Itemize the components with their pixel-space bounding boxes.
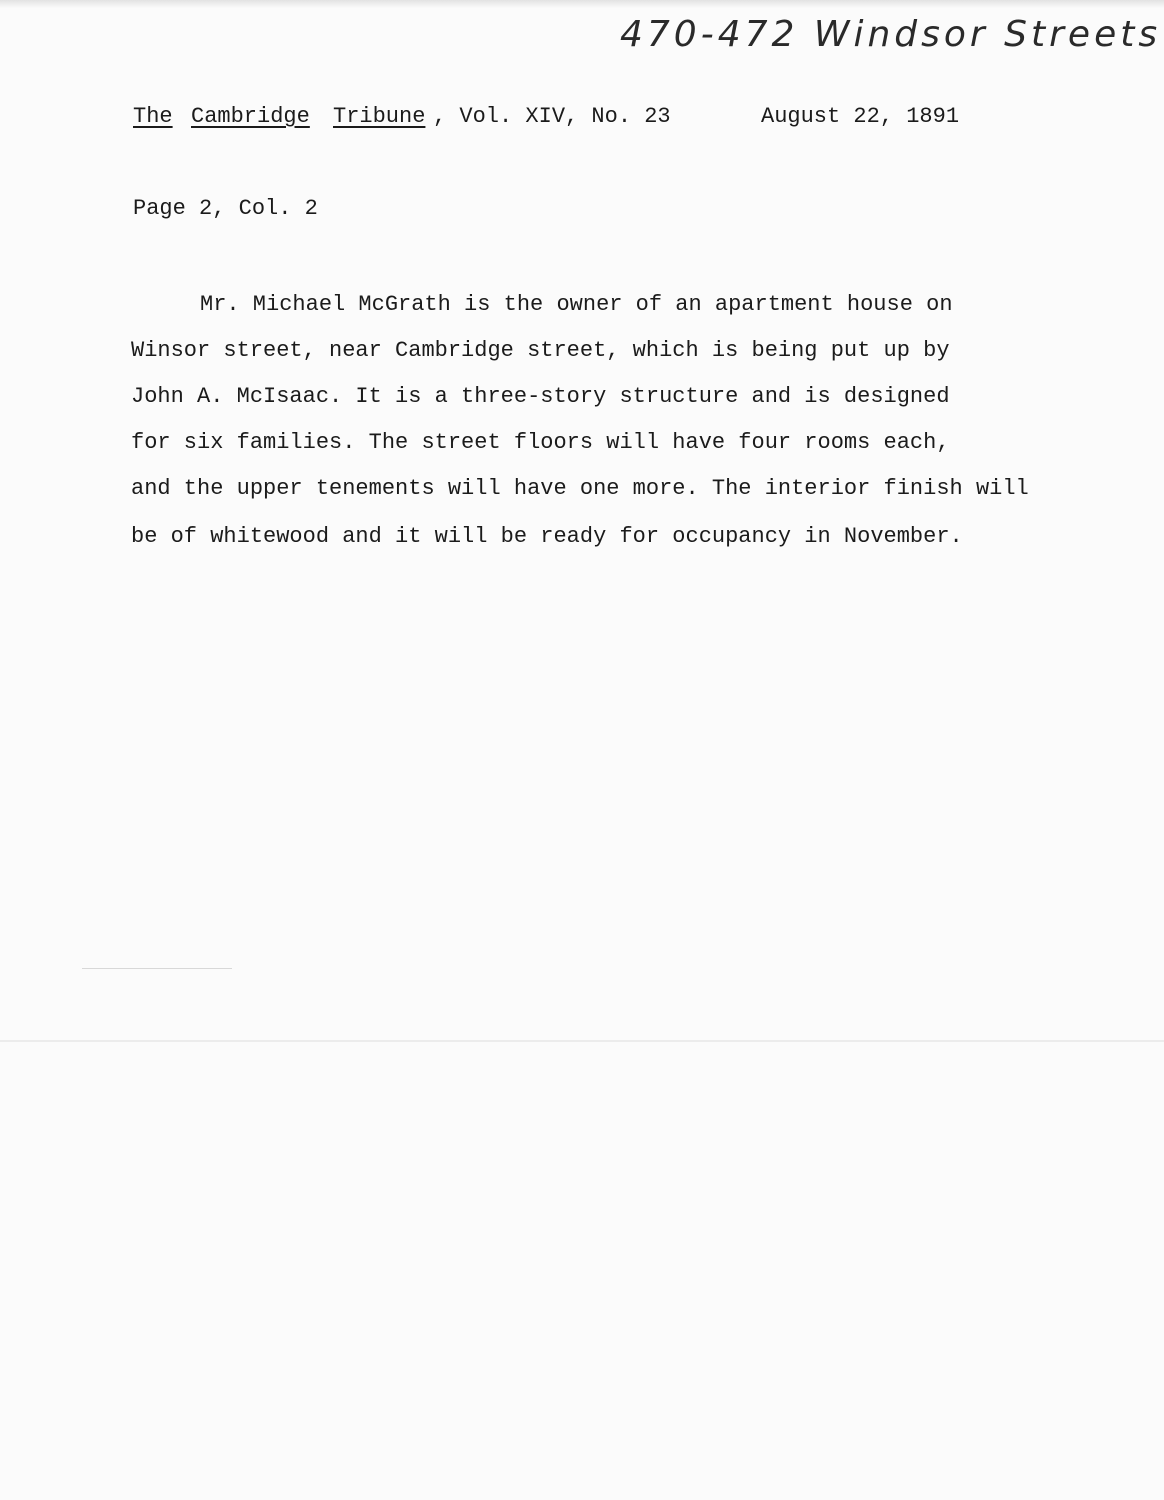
body-line-5: and the upper tenements will have one more. The interior finish will [131,476,1029,501]
page-column-reference: Page 2, Col. 2 [133,196,318,221]
newspaper-title-cambridge: Cambridge [191,104,310,129]
newspaper-title-tribune: Tribune [333,104,426,129]
body-line-4: for six families. The street floors will have four rooms each, [131,430,950,455]
handwritten-annotation: 470-472 Windsor Streets [620,14,1162,55]
page-top-edge [0,0,1164,8]
body-line-3: John A. McIsaac. It is a three-story structure and is designed [131,384,950,409]
publication-date: August 22, 1891 [761,104,960,129]
body-line-6: be of whitewood and it will be ready for occupancy in November. [131,524,963,549]
volume-number: , Vol. XIV, No. 23 [433,104,671,129]
newspaper-title-the: The [133,104,173,129]
citation-header [133,104,1133,136]
body-line-1: Mr. Michael McGrath is the owner of an apartment house on [200,292,953,317]
body-line-2: Winsor street, near Cambridge street, which is being put up by [131,338,950,363]
page-fold-line [0,1040,1164,1042]
scan-mark [82,968,232,969]
